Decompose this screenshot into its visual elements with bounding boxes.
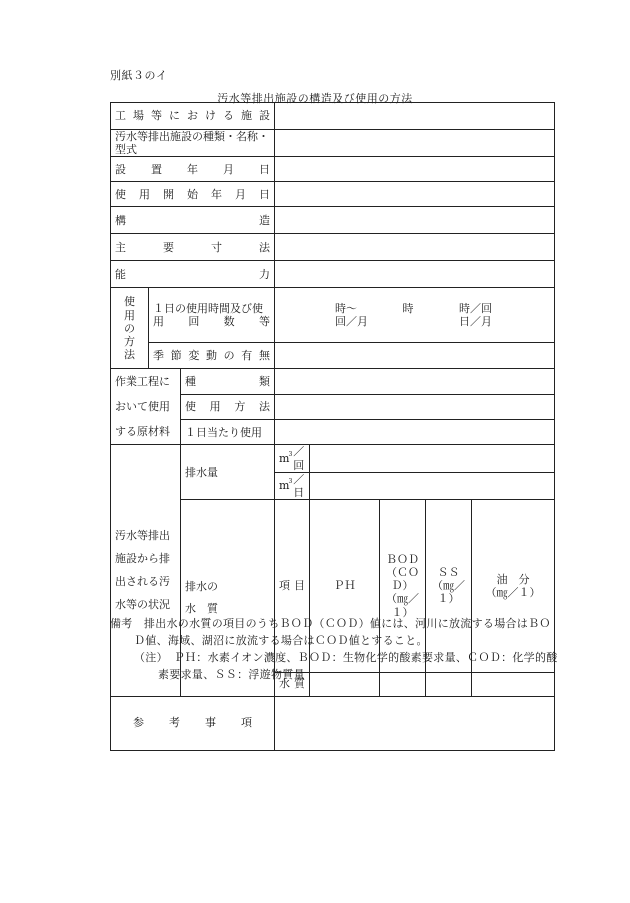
label-usage-method — [111, 288, 149, 369]
label-char: 施 — [241, 109, 252, 123]
label-char: 年 — [187, 162, 198, 176]
label-char: 主 — [115, 240, 126, 254]
bod-text: ＢＯＤ — [386, 552, 419, 566]
label-char: る — [223, 109, 234, 123]
materials-line3: する原材料 — [115, 425, 170, 439]
ss-text: ＳＳ — [437, 566, 460, 580]
label-install-date — [111, 157, 275, 182]
label-reference — [111, 696, 275, 750]
label-char: 使 — [115, 187, 126, 201]
facility-type-line1: 汚水等排出施設の種類・名称・ — [115, 130, 269, 143]
document-label: 別紙３のイ — [110, 69, 168, 82]
remarks-line2: Ｄ値、海域、湖沼に放流する場合はＣＯＤ値とすること。 — [134, 634, 428, 647]
row-structure — [111, 207, 555, 234]
label-char: 用 — [209, 400, 221, 414]
label-char: 考 — [169, 716, 180, 730]
row-seasonal — [111, 343, 555, 369]
discharge-line4: 水等の状況 — [115, 598, 170, 612]
label-char: 項 — [241, 716, 252, 730]
hours-per-time-text: 時／回 — [459, 302, 492, 316]
daily-usage-line1: １日の使用時間及び使 — [153, 302, 263, 316]
discharge-line3: 出される汚 — [115, 575, 170, 589]
label-char: 置 — [151, 162, 162, 176]
per-time-text: ／回 — [293, 445, 305, 472]
remarks-section — [110, 615, 560, 683]
label-char: 種 — [185, 374, 196, 388]
spaced-text — [115, 109, 270, 122]
row-install-date — [111, 157, 555, 182]
label-material-kind — [181, 369, 275, 394]
label-material-daily: １日当たり使用 — [181, 420, 275, 445]
label-char: 日 — [259, 187, 270, 201]
label-char: 数 — [223, 315, 235, 329]
label-char: 方 — [234, 400, 246, 414]
oil-unit-text: （㎎／１） — [485, 585, 541, 599]
label-char: 節 — [170, 349, 182, 363]
row-reference — [111, 696, 555, 750]
label-char: 用 — [153, 315, 164, 329]
label-char: 参 — [133, 716, 144, 730]
label-char: 設 — [259, 109, 270, 123]
label-char: の — [124, 321, 135, 335]
value-volume-per-day[interactable] — [310, 472, 555, 499]
label-char: 寸 — [211, 240, 222, 254]
unit-per-time — [275, 445, 310, 472]
value-start-date[interactable] — [275, 182, 555, 207]
label-char: 始 — [187, 187, 198, 201]
hours-line — [279, 302, 550, 315]
value-reference[interactable] — [275, 696, 555, 750]
label-factory-facility — [111, 103, 275, 130]
label-char: 場 — [133, 109, 144, 123]
ph-text: ＰＨ — [333, 579, 356, 593]
hours-from-text: 時～ — [335, 302, 357, 316]
label-char: 要 — [163, 240, 174, 254]
row-capacity — [111, 261, 555, 288]
label-char: の — [223, 349, 235, 363]
value-daily-usage[interactable] — [275, 288, 555, 343]
label-char: に — [169, 109, 180, 123]
label-char: 類 — [259, 374, 270, 388]
days-per-month-text: 日／月 — [459, 315, 493, 329]
label-material-method — [181, 394, 275, 419]
label-char: 回 — [188, 315, 200, 329]
row-facility-type — [111, 130, 555, 157]
label-char: 構 — [115, 213, 126, 227]
per-day-text: ／日 — [293, 472, 305, 499]
label-char: 法 — [124, 348, 135, 362]
value-material-method[interactable] — [275, 394, 555, 419]
cod-text: （ＣＯＤ） — [386, 566, 419, 593]
label-char: 用 — [124, 308, 135, 322]
label-capacity — [111, 261, 275, 288]
remarks-line1: 備考 排出水の水質の項目のうちＢＯＤ（ＣＯＤ）値には、河川に放流する場合はＢＯ — [110, 617, 551, 630]
row-material-kind — [111, 369, 555, 394]
daily-usage-line2 — [153, 315, 270, 328]
value-material-daily[interactable] — [275, 420, 555, 445]
label-char: 事 — [205, 716, 216, 730]
label-char: 動 — [205, 349, 217, 363]
row-volume-per-time — [111, 445, 555, 472]
label-char: 項 — [279, 579, 290, 593]
label-facility-type — [111, 130, 275, 157]
discharge-line2: 施設から排 — [115, 552, 170, 566]
materials-line2: おいて使用 — [115, 400, 170, 414]
hours-to-text: 時 — [402, 302, 414, 316]
unit-sup: 3 — [288, 450, 293, 458]
label-char: 質 — [294, 677, 305, 691]
label-char: 変 — [188, 349, 200, 363]
times-line — [279, 315, 550, 328]
ss-unit-text: （㎎／１） — [432, 579, 465, 606]
value-factory-facility[interactable] — [275, 103, 555, 130]
remarks-note-line1: （注） ＰＨ：水素イオン濃度、ＢＯＤ：生物化学的酸素要求量、ＣＯＤ：化学的酸 — [134, 651, 558, 664]
label-char: 季 — [153, 349, 164, 363]
label-start-date — [111, 182, 275, 207]
label-seasonal — [149, 343, 275, 369]
label-char: 力 — [259, 267, 270, 281]
value-install-date[interactable] — [275, 157, 555, 182]
value-material-kind[interactable] — [275, 369, 555, 394]
label-char: け — [205, 109, 216, 123]
label-char: 等 — [258, 315, 270, 329]
label-char: 無 — [258, 349, 270, 363]
label-char: 月 — [235, 187, 246, 201]
label-char: 年 — [211, 187, 222, 201]
label-char: 用 — [139, 187, 150, 201]
label-char: 工 — [115, 109, 126, 123]
value-structure[interactable] — [275, 207, 555, 234]
bod-unit-text: （㎎／１） — [386, 592, 419, 619]
value-facility-type[interactable] — [275, 130, 555, 157]
remarks-note-line2: 素要求量、ＳＳ：浮遊物質量 — [158, 668, 305, 681]
label-char: 造 — [259, 213, 270, 227]
row-main-dimensions — [111, 234, 555, 261]
label-char: 日 — [259, 162, 270, 176]
value-main-dimensions[interactable] — [275, 234, 555, 261]
value-capacity[interactable] — [275, 261, 555, 288]
form-title: 汚水等排出施設の構造及び使用の方法 — [217, 92, 413, 105]
value-seasonal[interactable] — [275, 343, 555, 369]
label-char: 月 — [223, 162, 234, 176]
label-char: 能 — [115, 267, 126, 281]
quality-group-line2: 水 質 — [185, 601, 218, 615]
unit-m: m — [279, 479, 290, 493]
materials-line1: 作業工程に — [115, 375, 170, 389]
row-daily-usage — [111, 288, 555, 343]
label-char: 使 — [124, 295, 135, 309]
discharge-line1: 汚水等排出 — [115, 529, 170, 543]
oil-text: 油 分 — [496, 572, 530, 586]
label-char: お — [187, 109, 198, 123]
label-char: 水 — [279, 677, 290, 691]
label-char: 等 — [151, 109, 162, 123]
label-char: 法 — [259, 240, 270, 254]
row-factory-facility — [111, 103, 555, 130]
label-daily-usage — [149, 288, 275, 343]
value-volume-per-time[interactable] — [310, 445, 555, 472]
row-start-date — [111, 182, 555, 207]
label-char: 開 — [163, 187, 174, 201]
unit-sup: 3 — [288, 478, 293, 486]
unit-per-day — [275, 472, 310, 499]
times-per-month-text: 回／月 — [335, 315, 368, 329]
label-char: 方 — [124, 334, 135, 348]
label-char: 設 — [115, 162, 126, 176]
facility-type-line2: 型式 — [115, 143, 137, 157]
label-structure — [111, 207, 275, 234]
unit-m: m — [279, 451, 290, 465]
label-main-dimensions — [111, 234, 275, 261]
label-raw-materials — [111, 369, 181, 445]
label-char: 法 — [258, 400, 270, 414]
quality-group-line1: 排水の — [185, 579, 218, 593]
label-char: 目 — [294, 579, 305, 593]
label-char: 有 — [241, 349, 253, 363]
label-discharge-volume: 排水量 — [181, 445, 275, 500]
label-char: 使 — [185, 400, 196, 414]
